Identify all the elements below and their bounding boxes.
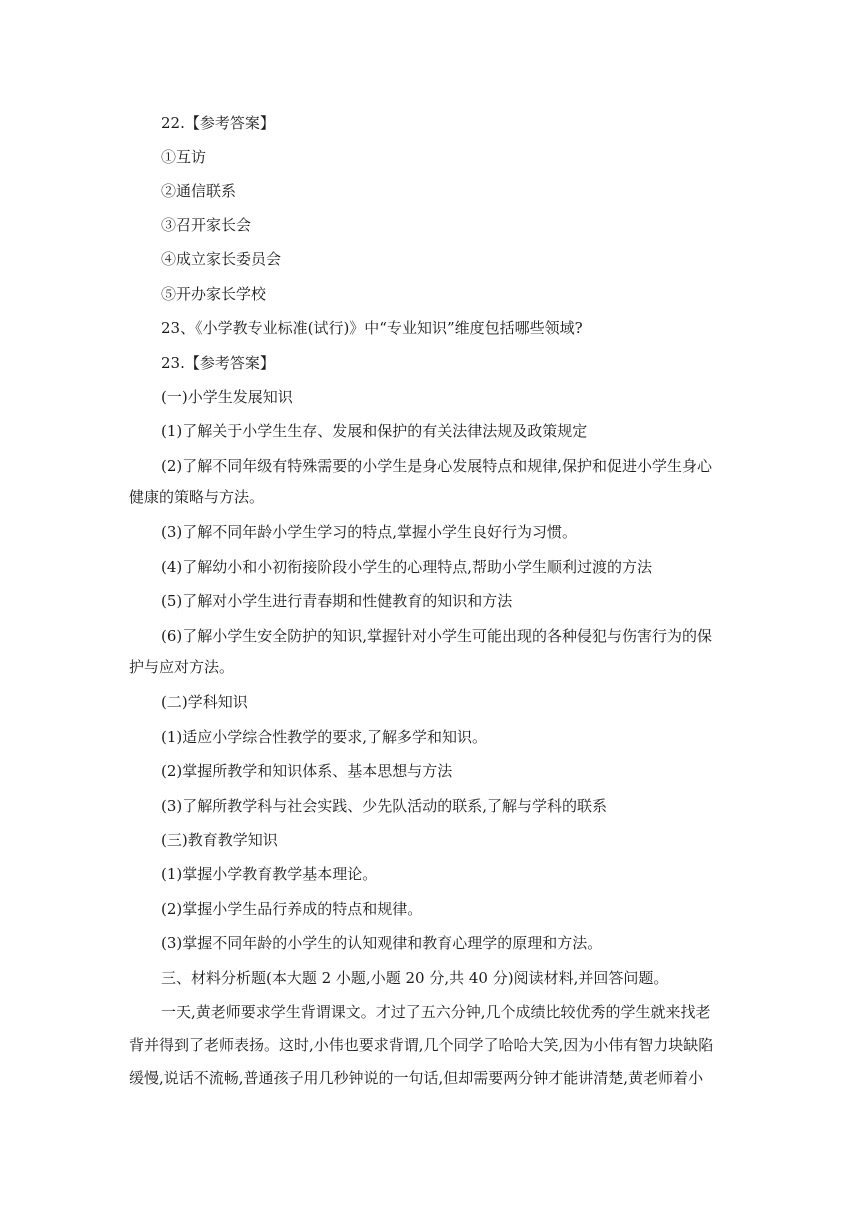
paragraph: (4)了解幼小和小初衔接阶段小学生的心理特点,帮助小学生顺利过渡的方法 bbox=[161, 558, 653, 576]
paragraph: (3)了解不同年龄小学生学习的特点,掌握小学生良好行为习惯。 bbox=[161, 523, 578, 541]
material-paragraph-continuation: 背并得到了老师表扬。这时,小伟也要求背谓,几个同学了哈哈大笑,因为小伟有智力块缺陷 bbox=[129, 1036, 714, 1054]
answer-23-heading: 23.【参考答案】 bbox=[161, 354, 275, 372]
list-item: ⑤开办家长学校 bbox=[161, 285, 267, 303]
question-23: 23、《小学教专业标准(试行)》中“专业知识”维度包括哪些领域? bbox=[161, 319, 583, 337]
section-heading: (三)教育教学知识 bbox=[161, 831, 278, 849]
paragraph-continuation: 护与应对方法。 bbox=[129, 658, 235, 676]
paragraph: (1)掌握小学教育教学基本理论。 bbox=[161, 865, 378, 883]
paragraph: (2)掌握小学生品行养成的特点和规律。 bbox=[161, 900, 423, 918]
material-paragraph: 一天,黄老师要求学生背谓课文。才过了五六分钟,几个成绩比较优秀的学生就来找老 bbox=[161, 1003, 711, 1021]
list-item: ④成立家长委员会 bbox=[161, 250, 282, 268]
paragraph: (1)适应小学综合性教学的要求,了解多学和知识。 bbox=[161, 728, 488, 746]
list-item: ①互访 bbox=[161, 148, 207, 166]
paragraph-continuation: 健康的策略与方法。 bbox=[129, 488, 265, 506]
paragraph: (3)了解所教学科与社会实践、少先队活动的联系,了解与学科的联系 bbox=[161, 797, 608, 815]
paragraph: (1)了解关于小学生生存、发展和保护的有关法律法规及政策规定 bbox=[161, 422, 588, 440]
paragraph: (2)了解不同年级有特殊需要的小学生是身心发展特点和规律,保护和促进小学生身心 bbox=[161, 457, 713, 475]
paragraph: (3)掌握不同年龄的小学生的认知观律和教育心理学的原理和方法。 bbox=[161, 934, 603, 952]
paragraph: (2)掌握所教学和知识体系、基本思想与方法 bbox=[161, 762, 453, 780]
material-paragraph-continuation: 缓慢,说话不流畅,普通孩子用几秒钟说的一句话,但却需要两分钟才能讲清楚,黄老师着小 bbox=[129, 1069, 704, 1087]
paragraph: (6)了解小学生安全防护的知识,掌握针对小学生可能出现的各种侵犯与伤害行为的保 bbox=[161, 627, 713, 645]
section-3-heading: 三、材料分析题(本大题 2 小题,小题 20 分,共 40 分)阅读材料,并回答问题。 bbox=[161, 969, 669, 987]
paragraph: (5)了解对小学生进行青春期和性健教育的知识和方法 bbox=[161, 592, 513, 610]
section-heading: (二)学科知识 bbox=[161, 693, 248, 711]
list-item: ③召开家长会 bbox=[161, 216, 252, 234]
answer-22-heading: 22.【参考答案】 bbox=[161, 114, 275, 132]
list-item: ②通信联系 bbox=[161, 182, 237, 200]
section-heading: (一)小学生发展知识 bbox=[161, 388, 293, 406]
